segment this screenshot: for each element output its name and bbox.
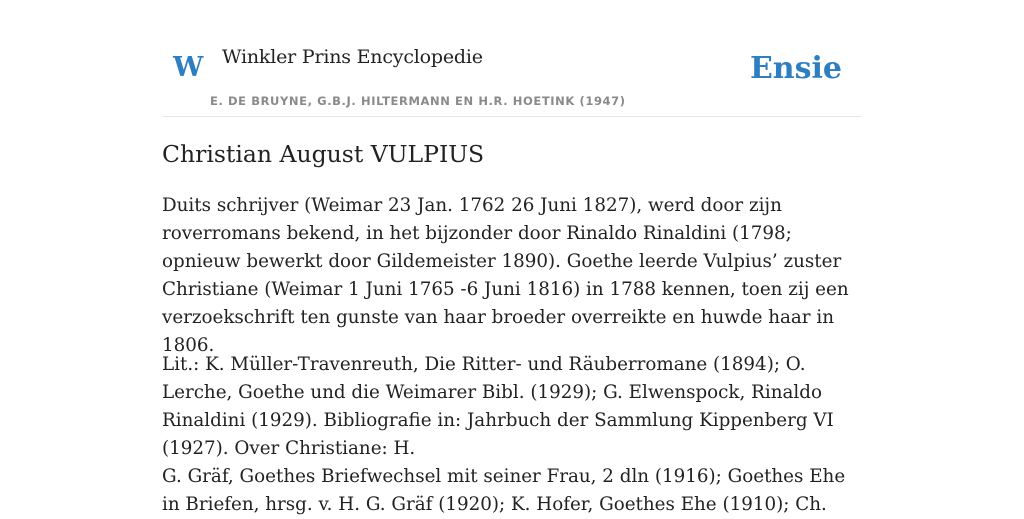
site-subtitle: E. DE BRUYNE, G.B.J. HILTERMANN EN H.R. HOETINK (1947)	[210, 94, 626, 108]
article-title: Christian August VULPIUS	[162, 140, 485, 168]
site-header	[162, 0, 862, 117]
site-title[interactable]: Winkler Prins Encyclopedie	[222, 46, 483, 68]
literature-paragraph: Lit.: K. Müller-Travenreuth, Die Ritter- und Räuberromane (1894); O. Lerche, Goethe und die Weimarer Bibl. (1929); G. Elwenspock, Rinaldo Rinaldini (1929). Bibliografie in: Jahrbuch der Sammlung Kippenberg VI (1927). Over Christiane: H.	[162, 354, 834, 459]
winkler-prins-logo[interactable]: W	[173, 52, 204, 83]
ensie-logo[interactable]: Ensie	[749, 51, 842, 86]
page	[162, 0, 862, 515]
article-paragraph: Duits schrijver (Weimar 23 Jan. 1762 26 Juni 1827), werd door zijn roverromans bekend, in het bijzonder door Rinaldo Rinaldini (1798; opnieuw bewerkt door Gildemeister 1890). Goethe leerde Vulpius’ zuster Christiane (Weimar 1 Juni 1765 -6 Juni 1816) in 1788 kennen, toen zij een verzoekschrift ten gunste van haar broeder overreikte en huwde haar in 1806.	[162, 195, 849, 356]
literature-continued-paragraph: G. Gräf, Goethes Briefwechsel mit seiner Frau, 2 dln (1916); Goethes Ehe in Briefen, hrsg. v. H. G. Gräf (1920); K. Hofer, Goethes Ehe (1910); Ch.	[162, 466, 846, 515]
